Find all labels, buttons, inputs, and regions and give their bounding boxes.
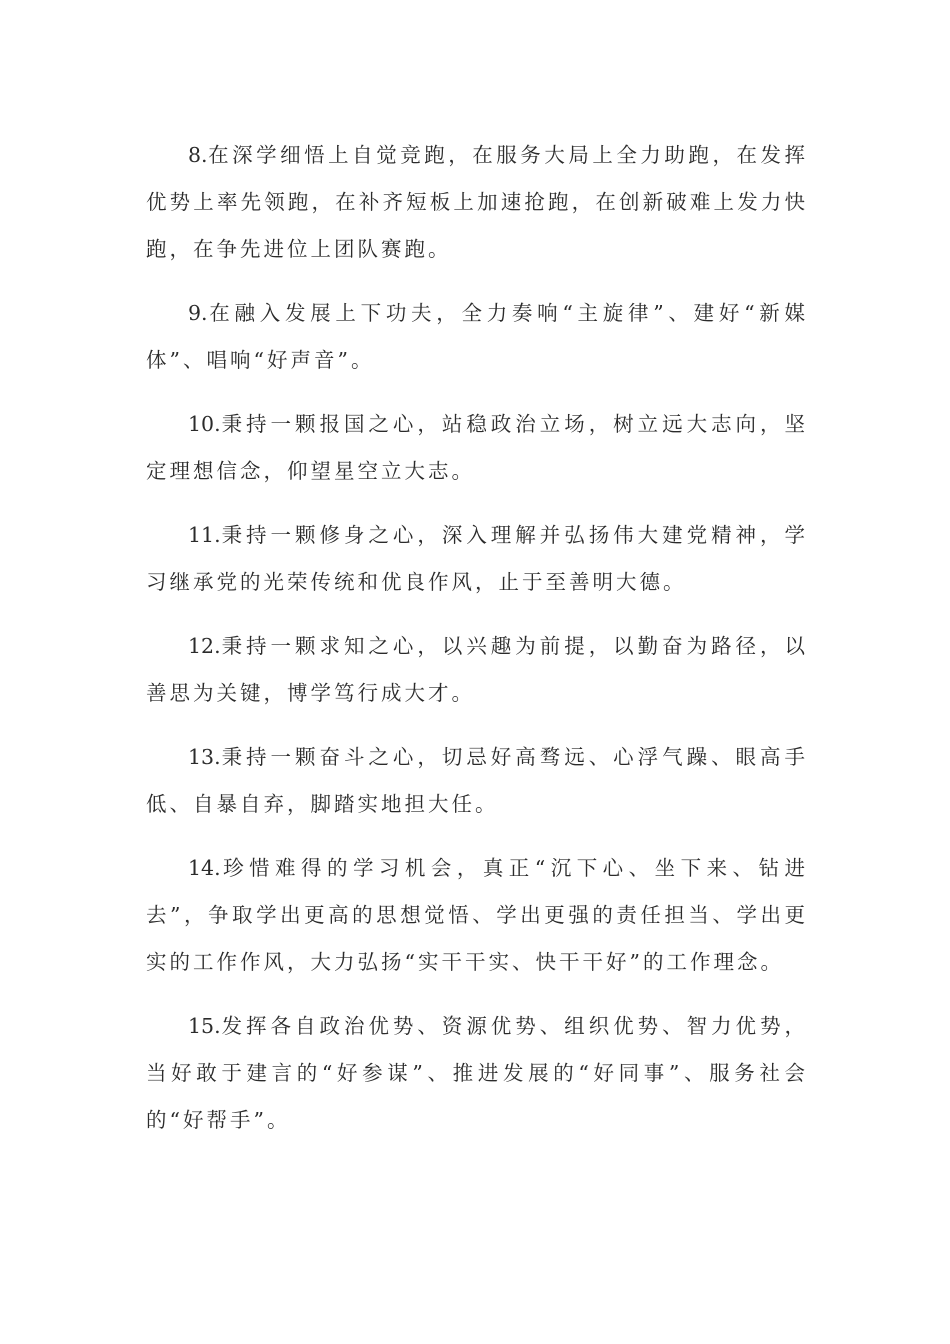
paragraph-10 xyxy=(146,401,808,495)
paragraph-text: 珍惜难得的学习机会，真正“沉下心、坐下来、钻进去”，争取学出更高的思想觉悟、学出更强的责任担当、学出更实的工作作风，大力弘扬“实干干实、快干干好”的工作理念。 xyxy=(146,856,808,974)
paragraph-text: 秉持一颗奋斗之心，切忌好高骛远、心浮气躁、眼高手低、自暴自弃，脚踏实地担大任。 xyxy=(146,745,808,816)
paragraph-13 xyxy=(146,734,808,828)
paragraph-text: 秉持一颗修身之心，深入理解并弘扬伟大建党精神，学习继承党的光荣传统和优良作风，止于至善明大德。 xyxy=(146,523,808,594)
paragraph-number: 12. xyxy=(188,634,221,658)
paragraph-number: 14. xyxy=(188,856,221,880)
paragraph-text: 发挥各自政治优势、资源优势、组织优势、智力优势，当好敢于建言的“好参谋”、推进发展的“好同事”、服务社会的“好帮手”。 xyxy=(146,1014,808,1132)
paragraph-14 xyxy=(146,845,808,986)
paragraph-number: 9. xyxy=(188,301,208,325)
paragraph-11 xyxy=(146,512,808,606)
paragraph-number: 11. xyxy=(188,523,221,547)
paragraph-15 xyxy=(146,1003,808,1144)
paragraph-text: 在融入发展上下功夫，全力奏响“主旋律”、建好“新媒体”、唱响“好声音”。 xyxy=(146,301,808,372)
paragraph-9 xyxy=(146,290,808,384)
paragraph-text: 在深学细悟上自觉竞跑，在服务大局上全力助跑，在发挥优势上率先领跑，在补齐短板上加速抢跑，在创新破难上发力快跑，在争先进位上团队赛跑。 xyxy=(146,143,808,261)
paragraph-12 xyxy=(146,623,808,717)
paragraph-number: 8. xyxy=(188,143,208,167)
paragraph-text: 秉持一颗求知之心，以兴趣为前提，以勤奋为路径，以善思为关键，博学笃行成大才。 xyxy=(146,634,808,705)
paragraph-number: 13. xyxy=(188,745,221,769)
paragraph-number: 15. xyxy=(188,1014,221,1038)
document-body xyxy=(146,132,808,1161)
paragraph-text: 秉持一颗报国之心，站稳政治立场，树立远大志向，坚定理想信念，仰望星空立大志。 xyxy=(146,412,808,483)
paragraph-8 xyxy=(146,132,808,273)
paragraph-number: 10. xyxy=(188,412,221,436)
